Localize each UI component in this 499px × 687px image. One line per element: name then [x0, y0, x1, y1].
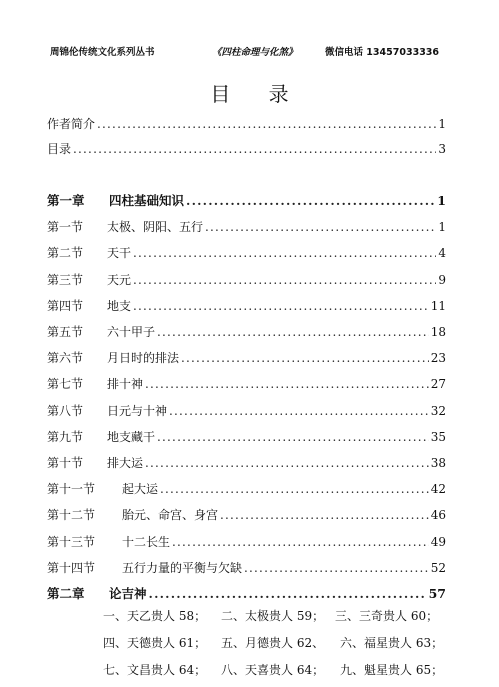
section-page: 23	[430, 351, 446, 365]
leader-dots	[157, 430, 429, 444]
toc-section[interactable]	[47, 450, 446, 470]
toc-section[interactable]	[47, 424, 446, 444]
leader-dots	[169, 404, 429, 418]
chapter-title: 论吉神	[109, 586, 147, 601]
section-number: 第十三节	[47, 535, 96, 549]
leader-dots	[160, 482, 429, 496]
section-title: 月日时的排法	[107, 351, 180, 365]
wechat-contact: 微信电话 13457033336	[325, 47, 440, 58]
leader-dots	[244, 561, 429, 575]
toc-section[interactable]	[47, 555, 446, 575]
leader-dots	[205, 220, 436, 234]
section-title: 排大运	[107, 456, 144, 470]
section-number: 第八节	[47, 404, 84, 418]
chapter-number: 第二章	[47, 586, 85, 601]
leader-dots	[133, 273, 436, 287]
sub-item: 二、太极贵人 59；	[221, 609, 325, 623]
section-title: 天元	[107, 273, 132, 287]
toc-section[interactable]	[47, 398, 446, 418]
toc-chapter-2[interactable]	[47, 581, 446, 601]
section-number: 第六节	[47, 351, 84, 365]
section-title: 天干	[107, 246, 132, 260]
section-number: 第十一节	[47, 482, 96, 496]
section-page: 18	[430, 325, 446, 339]
section-title: 地支藏干	[107, 430, 156, 444]
section-number: 第三节	[47, 273, 84, 287]
section-page: 35	[430, 430, 446, 444]
entry-page: 3	[438, 142, 446, 156]
toc-section[interactable]	[47, 476, 446, 496]
sub-item: 四、天德贵人 61；	[103, 636, 207, 650]
section-number: 第一节	[47, 220, 84, 234]
leader-dots	[133, 299, 429, 313]
series-name: 周锦伦传统文化系列丛书	[50, 47, 155, 58]
section-page: 32	[430, 404, 446, 418]
leader-dots	[186, 194, 435, 208]
toc-title: 目 录	[210, 82, 305, 106]
section-title: 日元与十神	[107, 404, 168, 418]
section-number: 第十节	[47, 456, 84, 470]
section-page: 1	[438, 220, 446, 234]
toc-section[interactable]	[47, 240, 446, 260]
section-page: 27	[430, 377, 446, 391]
toc-section[interactable]	[47, 345, 446, 365]
sub-item: 六、福星贵人 63；	[340, 636, 444, 650]
section-title: 六十甲子	[107, 325, 156, 339]
sub-item: 七、文昌贵人 64；	[103, 663, 207, 677]
toc-section[interactable]	[47, 267, 446, 287]
section-page: 9	[438, 273, 446, 287]
section-number: 第十二节	[47, 508, 96, 522]
section-number: 第七节	[47, 377, 84, 391]
section-title: 起大运	[122, 482, 159, 496]
entry-label: 作者简介	[47, 117, 96, 131]
leader-dots	[145, 456, 429, 470]
chapter-number: 第一章	[47, 193, 85, 208]
toc-section[interactable]	[47, 371, 446, 391]
toc-section[interactable]	[47, 502, 446, 522]
leader-dots	[145, 377, 429, 391]
sub-item: 一、天乙贵人 58；	[103, 609, 207, 623]
page-header	[0, 44, 499, 60]
sub-item: 三、三奇贵人 60；	[335, 609, 439, 623]
toc-section[interactable]	[47, 319, 446, 339]
section-page: 49	[430, 535, 446, 549]
section-number: 第四节	[47, 299, 84, 313]
section-title: 地支	[107, 299, 132, 313]
section-title: 胎元、命宫、身宫	[122, 508, 219, 522]
toc-section[interactable]	[47, 293, 446, 313]
section-page: 52	[430, 561, 446, 575]
section-page: 42	[430, 482, 446, 496]
section-title: 十二长生	[122, 535, 171, 549]
sub-item: 五、月德贵人 62、	[221, 636, 325, 650]
leader-dots	[181, 351, 429, 365]
book-title: 《四柱命理与化煞》	[212, 47, 298, 58]
leader-dots	[149, 587, 427, 601]
section-page: 11	[430, 299, 446, 313]
leader-dots	[73, 142, 436, 156]
section-number: 第五节	[47, 325, 84, 339]
section-title: 太极、阴阳、五行	[107, 220, 204, 234]
leader-dots	[157, 325, 429, 339]
section-title: 五行力量的平衡与欠缺	[122, 561, 243, 575]
toc-chapter-1[interactable]	[47, 188, 446, 208]
section-title: 排十神	[107, 377, 144, 391]
sub-item: 八、天喜贵人 64；	[221, 663, 325, 677]
toc-section[interactable]	[47, 214, 446, 234]
toc-entry-author-intro[interactable]	[47, 111, 446, 131]
chapter-title: 四柱基础知识	[109, 193, 185, 208]
leader-dots	[133, 246, 436, 260]
section-page: 46	[430, 508, 446, 522]
section-page: 4	[438, 246, 446, 260]
entry-page: 1	[438, 117, 446, 131]
toc-section[interactable]	[47, 529, 446, 549]
toc-entry-contents[interactable]	[47, 136, 446, 156]
section-number: 第二节	[47, 246, 84, 260]
chapter-page: 57	[428, 586, 446, 601]
leader-dots	[97, 117, 436, 131]
chapter-page: 1	[437, 193, 446, 208]
entry-label: 目录	[47, 142, 72, 156]
leader-dots	[172, 535, 429, 549]
section-page: 38	[430, 456, 446, 470]
section-number: 第十四节	[47, 561, 96, 575]
section-number: 第九节	[47, 430, 84, 444]
leader-dots	[220, 508, 429, 522]
sub-item: 九、魁星贵人 65；	[340, 663, 444, 677]
